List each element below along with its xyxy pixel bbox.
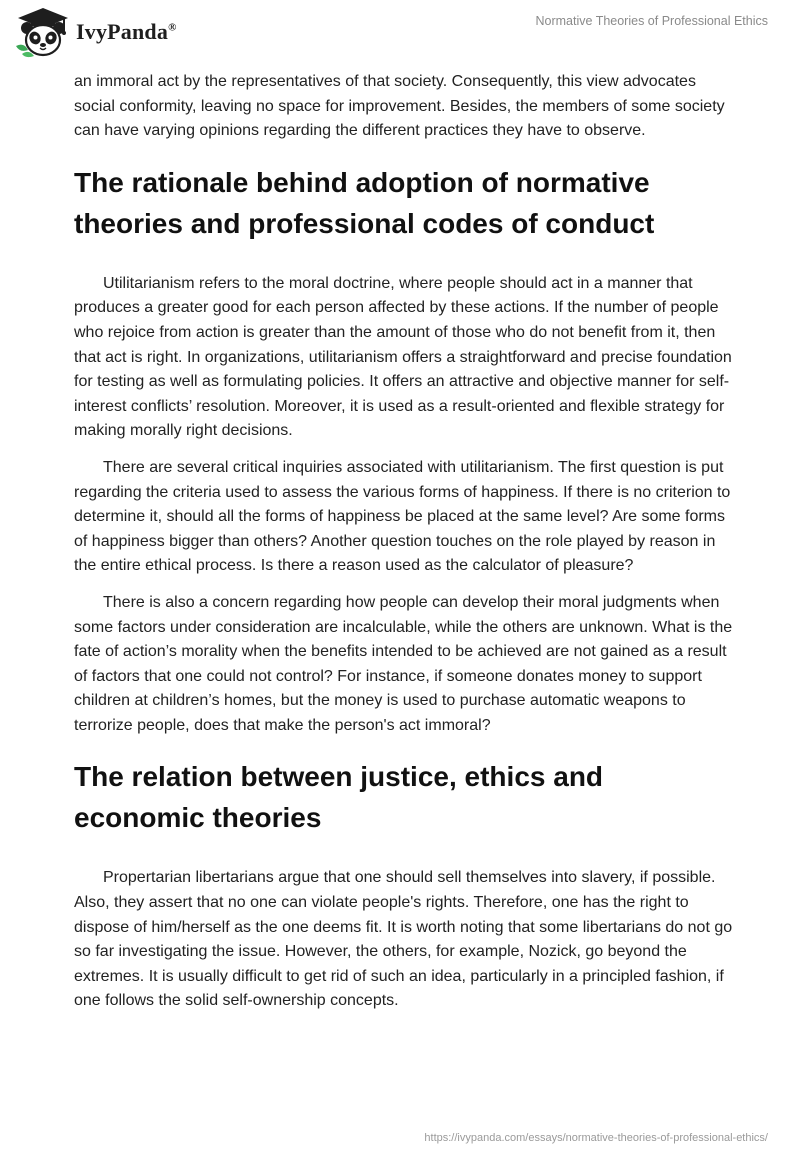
document-title: Normative Theories of Professional Ethics (535, 14, 768, 28)
panda-icon (14, 6, 72, 58)
registered-mark: ® (168, 21, 177, 34)
ivypanda-logo[interactable] (14, 6, 177, 58)
essay-body (74, 70, 734, 1026)
paragraph: There is also a concern regarding how people can develop their moral judgments when some factors under consideration are incalculable, while the others are unknown. What is the fate of action’s morality when the benefits intended to be achieved are not gained as a result of factors that one could not control? For instance, if someone donates money to support children at children’s homes, but the money is used to purchase automatic weapons to terrorize people, does that make the person's act immoral? (74, 593, 733, 734)
paragraph: There are several critical inquiries associated with utilitarianism. The first question is put regarding the criteria used to assess the various forms of happiness. If there is no criterion to determine it, should all the forms of happiness be placed at the same level? Are some forms of happiness bigger than others? Another question touches on the role played by reason in the entire ethical process. Is there a reason used as the calculator of pleasure? (74, 458, 731, 575)
page-header (0, 0, 800, 70)
intro-paragraph: an immoral act by the representatives of that society. Consequently, this view advocates social conformity, leaving no space for improvement. Besides, the members of some society can have varying opinions regarding the different practices they have to observe. (74, 73, 725, 140)
logo-text: IvyPanda® (76, 19, 177, 44)
paragraph: Utilitarianism refers to the moral doctrine, where people should act in a manner that produces a greater good for each person affected by these actions. If the number of people who rejoice from action is greater than the amount of those who do not benefit from it, then that act is right. In organizations, utilitarianism offers a straightforward and precise foundation for testing as well as formulating policies. It offers an attractive and objective manner for self-interest conflicts’ resolution. Moreover, it is used as a result-oriented and flexible strategy for making morally right decisions. (74, 274, 732, 440)
section-heading-justice: The relation between justice, ethics and economic theories (74, 761, 604, 834)
source-url[interactable]: https://ivypanda.com/essays/normative-theories-of-professional-ethics/ (424, 1132, 768, 1144)
section-heading-rationale: The rationale behind adoption of normative theories and professional codes of conduct (74, 166, 655, 239)
paragraph: Propertarian libertarians argue that one should sell themselves into slavery, if possible. Also, they assert that no one can violate people's rights. Therefore, one has the right to dispose of him/herself as the one deems fit. It is worth noting that some libertarians do not go so far investigating the issue. However, the others, for example, Nozick, go beyond the extremes. It is usually difficult to get rid of such an idea, particularly in a principled fashion, if one follows the solid self-ownership concepts. (74, 869, 733, 1010)
